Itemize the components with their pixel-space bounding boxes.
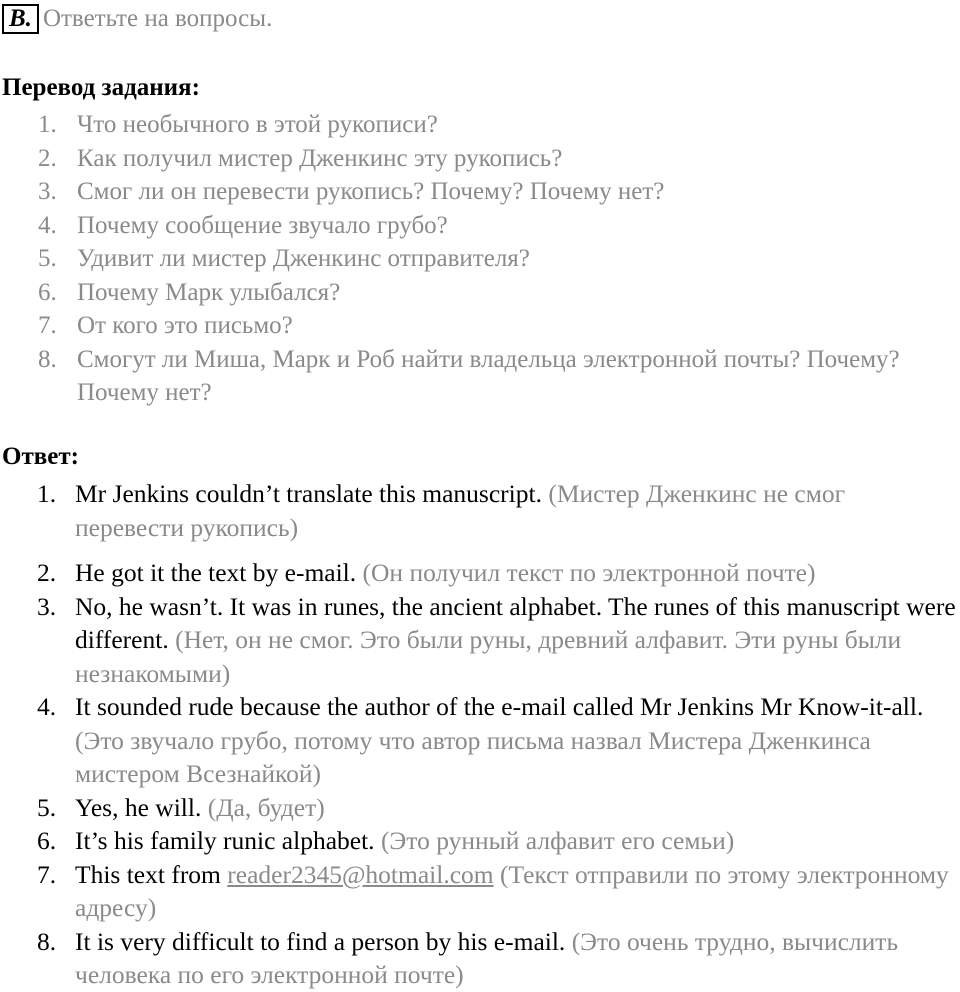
list-item [0,209,958,243]
list-item [0,343,958,410]
item-number: 1. [37,479,57,508]
answer-english: Yes, he will. [75,792,202,822]
translation-heading: Перевод задания: [2,74,200,101]
answer-english: He got it the text by e-mail. [75,558,357,587]
item-number: 3. [37,591,57,621]
answer-english: This text from [75,859,221,889]
answer-english: Mr Jenkins couldn’t translate this manuscript. [75,479,542,508]
list-item [0,590,958,691]
email-link[interactable]: reader2345@hotmail.com [227,859,494,889]
answer-russian: (Текст отправили по этому электронному адресу) [75,859,949,922]
item-number: 1. [38,111,57,138]
list-item [0,690,958,791]
list-item [0,556,958,590]
item-number: 8. [38,345,57,373]
item-number: 4. [38,211,57,239]
item-text: Удивит ли мистер Дженкинс отправителя? [77,245,530,272]
item-text: Почему сообщение звучало грубо? [77,211,448,239]
item-text: От кого это письмо? [77,312,293,339]
list-item [0,175,958,209]
answer-english: No, he wasn’t. It was in runes, the ancient alphabet. The runes of this manuscript were different. [75,591,956,654]
item-text: Смогут ли Миша, Марк и Роб найти владельца электронной почты? Почему? Почему нет? [77,345,900,406]
answer-list [0,477,958,992]
task-letter-box: B. [2,4,39,34]
list-item [0,477,958,544]
answer-russian: (Это очень трудно, вычислить человека по его электронной почте) [75,926,899,989]
list-item [0,242,958,276]
item-number: 8. [37,926,57,956]
list-item [0,791,958,825]
list-item [0,309,958,343]
list-item [0,276,958,310]
answer-russian: (Он получил текст по электронной почте) [362,558,816,587]
list-item [0,108,958,142]
item-number: 7. [37,859,57,889]
answer-russian: (Мистер Дженкинс не смог перевести рукопись) [75,479,846,542]
item-number: 4. [37,692,57,721]
item-number: 2. [38,144,57,172]
item-number: 7. [38,312,57,339]
answer-russian: (Да, будет) [207,792,325,822]
item-text: Почему Марк улыбался? [77,278,341,306]
answer-english: It sounded rude because the author of the e-mail called Mr Jenkins Mr Know-it-all. [75,692,924,721]
item-number: 5. [37,792,57,822]
item-number: 6. [37,826,57,855]
item-number: 2. [37,558,57,587]
list-item [0,142,958,176]
task-instruction: Ответьте на вопросы. [42,5,273,32]
answer-heading: Ответ: [2,443,79,470]
answer-russian: (Это звучало грубо, потому что автор письма назвал Мистера Дженкинса мистером Всезнайкой) [75,725,871,788]
list-item [0,925,958,992]
item-text: Что необычного в этой рукописи? [77,111,438,138]
list-item [0,858,958,925]
translation-list [0,108,958,410]
item-text: Как получил мистер Дженкинс эту рукопись? [77,144,563,172]
item-number: 5. [38,245,57,272]
item-text: Смог ли он перевести рукопись? Почему? Почему нет? [77,178,665,205]
answer-russian: (Это рунный алфавит его семьи) [380,826,735,855]
item-number: 6. [38,278,57,306]
item-number: 3. [38,178,57,205]
list-item [0,824,958,858]
answer-english: It is very difficult to find a person by his e-mail. [75,926,566,956]
answer-russian: (Нет, он не смог. Это были руны, древний алфавит. Эти руны были незнакомыми) [75,625,902,688]
answer-english: It’s his family runic alphabet. [75,826,375,855]
task-header [2,4,272,34]
